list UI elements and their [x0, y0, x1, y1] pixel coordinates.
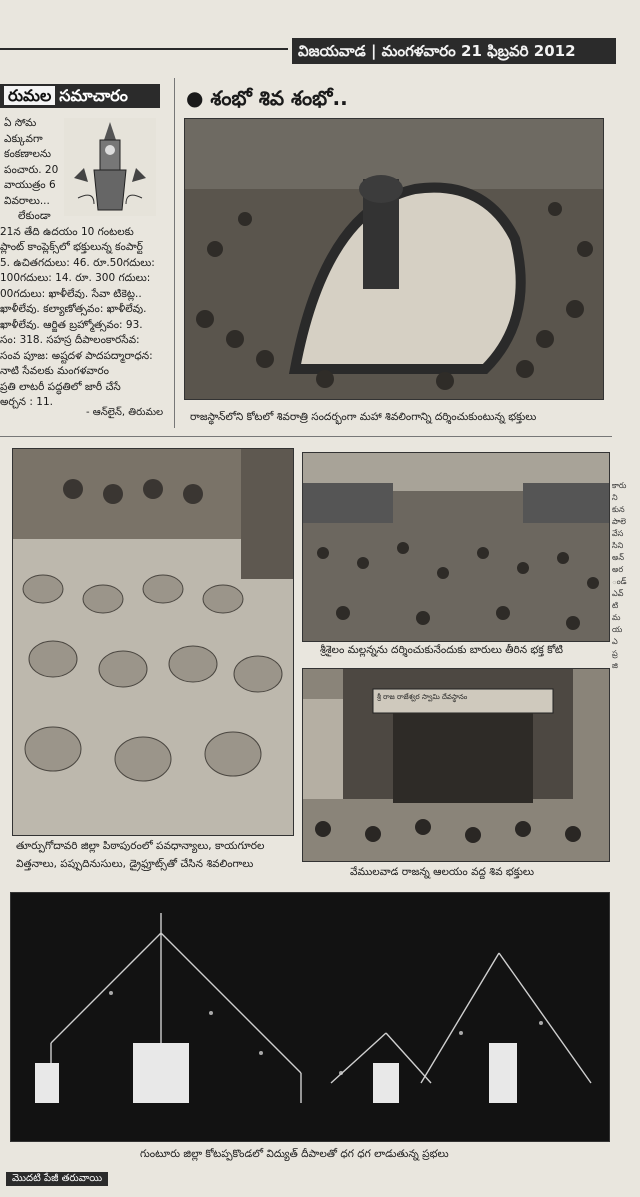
- sidebar-line: సంవ పూజ: అష్టదళ పాదపద్మారాధన:: [0, 349, 153, 362]
- strip-line: ఎ: [612, 637, 618, 646]
- adjacent-column-text: [612, 480, 640, 672]
- kota-caption: రాజస్థాన్‌లోని కోటలో శివరాత్రి సందర్భంగా మహా శివలింగాన్ని దర్శించుకుంటున్న భక్తులు: [190, 411, 537, 423]
- pithapuram-shivalingas-photo: [12, 448, 294, 836]
- sidebar-line: ప్రతి లాటరీ పద్ధతిలో జారీ చేసే: [0, 380, 121, 393]
- strip-line: మ: [612, 613, 621, 622]
- column-divider: [174, 78, 175, 428]
- strip-line: య: [612, 625, 623, 634]
- strip-line: వేస: [612, 529, 624, 538]
- kotappakonda-lights-photo: [10, 892, 610, 1142]
- strip-line: ండ్: [612, 577, 627, 586]
- srisailam-caption: శ్రీశైలం మల్లన్నను దర్శించుకునేందుకు బారులు తీరిన భక్త కోటి: [320, 644, 563, 656]
- strip-line: అర: [612, 565, 624, 574]
- story-title: [186, 86, 348, 115]
- masthead-date: విజయవాడ | మంగళవారం 21 ఫిబ్రవరి 2012: [292, 38, 616, 64]
- kota-shivalinga-photo: [184, 118, 604, 400]
- sidebar-line: లేకుండా: [18, 210, 51, 222]
- sidebar-line: ఖాళీలేవు. ఆర్జిత బ్రహ్మోత్సవం: 93.: [0, 318, 143, 331]
- sidebar-credit: - ఆన్‌లైన్, తిరుమల: [86, 407, 164, 418]
- sidebar-line: వాయుత్రం 6: [4, 179, 56, 191]
- srisailam-crowd-photo: [302, 452, 610, 642]
- sidebar-line: ప్లాంట్ కాంప్లెక్స్‌లో భక్తులున్న కంపార్ట్: [0, 241, 143, 253]
- strip-line: ఎవ్: [612, 589, 624, 598]
- tirumala-news-text: [0, 116, 170, 411]
- strip-line: ని: [612, 493, 618, 502]
- temple-gate-sign: శ్రీ రాజ రాజేశ్వర స్వామి దేవస్థానం: [377, 693, 468, 701]
- sidebar-line: 100గదులు: 14. రూ. 300 గదులు:: [0, 272, 151, 284]
- vemulawada-temple-photo: [302, 668, 610, 862]
- masthead-rule: [0, 48, 288, 50]
- strip-line: టి: [612, 601, 619, 610]
- section-divider: [0, 436, 612, 437]
- strip-line: ప్ర: [612, 649, 618, 658]
- sidebar-line: కంకణాలను: [4, 148, 51, 160]
- strip-line: కారు: [612, 481, 627, 490]
- sidebar-line: 5. ఉచితగదులు: 46. రూ.50గదులు:: [0, 256, 155, 269]
- sidebar-line: పంచారు. 20: [4, 163, 59, 176]
- story-title-text: శంభో శివ శంభో..: [210, 86, 348, 110]
- sidebar-line: 00గదులు: ఖాళీలేవు. సేవా టికెట్ల..: [0, 287, 142, 300]
- sidebar-line: ఏ సోమ: [4, 117, 37, 129]
- continued-from-front-page: మొదటి పేజీ తరువాయి: [6, 1172, 108, 1186]
- strip-line: పాలె: [612, 517, 626, 526]
- sidebar-line: వివరాలు...: [4, 194, 50, 207]
- vemulawada-caption: వేములవాడ రాజన్న ఆలయం వద్ద శివ భక్తులు: [350, 866, 534, 878]
- sidebar-line: ఎక్కువగా: [4, 132, 43, 145]
- strip-line: జి: [612, 661, 618, 670]
- sidebar-line: నాటి సేవలకు మంగళవారం: [0, 365, 109, 377]
- sidebar-line: ఖాళీలేవు. కల్యాణోత్సవం: ఖాళీలేవు.: [0, 303, 147, 315]
- section-tag: [0, 84, 160, 108]
- pithapuram-caption-line1: తూర్పుగోదావరి జిల్లా పిఠాపురంలో పవధాన్యాలు, కాయగూరల: [16, 840, 265, 852]
- bullet-icon: ●: [186, 86, 204, 110]
- sidebar-line: అర్చన : 11.: [0, 396, 53, 408]
- section-tag-highlight: రుమల: [4, 86, 55, 105]
- strip-line: సిని: [612, 541, 624, 550]
- sidebar-line: సం: 318. సహస్ర దీపాలంకారసేవ:: [0, 334, 140, 346]
- strip-line: అన్: [612, 553, 625, 562]
- sidebar-line: 21న తేది ఉదయం 10 గంటలకు: [0, 225, 134, 238]
- pithapuram-caption-line2: విత్తనాలు, పప్పుదినుసులు, డ్రైఫ్రూట్స్‌తో చేసిన శివలింగాలు: [16, 858, 254, 870]
- section-tag-label: సమాచారం: [59, 86, 128, 105]
- strip-line: కున: [612, 505, 625, 514]
- kotappakonda-caption: గుంటూరు జిల్లా కోటప్పకొండలో విద్యుత్ దీపాలతో ధగ ధగ లాడుతున్న ప్రభలు: [140, 1148, 449, 1160]
